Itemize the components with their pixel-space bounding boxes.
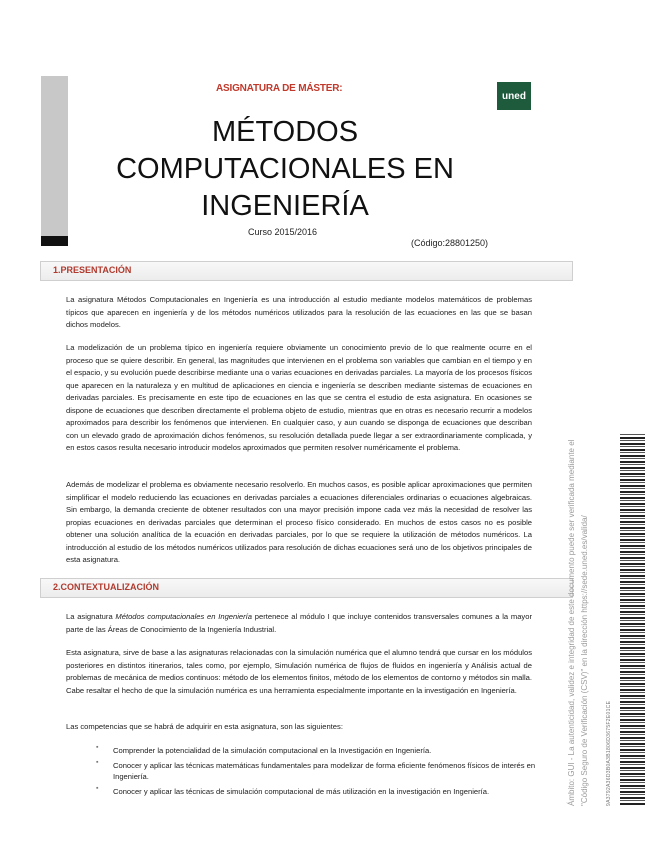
paragraph: Esta asignatura, sirve de base a las asignaturas relacionadas con la simulación numérica que el alumno tendrá que cursar en los módulos posteriores en distintos itinerarios, tales como, por ejemplo, Simulación numérica de flujos de fluidos en ingeniería y Análisis actual de problemas de mecánica de medios continuos: método de los elementos finitos, método de los elementos de contorno y métodos sin malla. Cabe resaltar el hecho de que la simulación numérica es una herramienta especialmente importante en la investigación en Ingeniería. — [66, 648, 533, 695]
paragraph: Las competencias que se habrá de adquirir en esta asignatura, son las siguientes: — [66, 722, 343, 731]
competencies-list — [96, 745, 536, 800]
title-line-2: COMPUTACIONALES EN — [116, 153, 454, 185]
paragraph-text: La asignatura — [66, 612, 116, 621]
bullet-icon: ▪ — [96, 758, 99, 766]
section-heading: 2.CONTEXTUALIZACIÓN — [53, 582, 160, 592]
list-item: ▪ Comprender la potencialidad de la simulación computacional en la Investigación en Ingeniería. — [96, 744, 432, 755]
section-heading: 1.PRESENTACIÓN — [53, 265, 132, 275]
verification-note: Ámbito: GUI - La autenticidad, validez e integridad de este documento puede ser verificada mediante el "Código Seguro de Verificación (CSV)" en la dirección https://sede.uned.es/valida/ — [567, 439, 589, 806]
paragraph-text: pertenece al módulo I que incluye contenidos transversales comunes a la mayor parte de las Áreas de Conocimiento de la Ingeniería Industrial. — [66, 612, 532, 634]
course-code: (Código:28801250) — [411, 238, 489, 248]
bullet-icon: ▪ — [96, 744, 99, 751]
paragraph: La modelización de un problema típico en ingeniería requiere obviamente un conocimiento previo de lo que realmente ocurre en el proceso que se quiere describir. En general, las magnitudes que intervienen en el problema son variables que cambian en el tiempo y en el espacio, y su evolución puede describirse mediante una o varias ecuaciones en derivadas parciales. La mayoría de los procesos físicos que aparecen en la naturaleza y en multitud de aplicaciones en ciencia e ingeniería se describen mediante sistemas de ecuaciones en derivadas parciales. Es precisamente en este tipo de ecuaciones en las que se centra el estudio de esta asignatura. En ocasiones se dispone de ecuaciones que describen directamente el problema objeto de estudio, mientras que en otras es necesario recurrir a modelos aproximados para describir los fenómenos que intervienen. En cualquier caso, y aun cuando se disponga de ecuaciones que describan con un elevado grado de aproximación dichos fenómenos, su resolución detallada puede llegar a ser extraordinariamente complicada, y en estos casos resulta necesario introducir modelos aproximados que permiten resolver numéricamente el problema. — [66, 343, 532, 452]
sidebar-accent-bar — [41, 76, 68, 241]
section-header-contextualizacion — [40, 578, 573, 598]
subject-type-label: ASIGNATURA DE MÁSTER: — [216, 83, 343, 94]
title-line-1: MÉTODOS — [211, 116, 359, 148]
paragraph — [66, 611, 532, 636]
list-item: ▪ Conocer y aplicar las técnicas matemáticas fundamentales para modelizar de forma eficiente fenómenos físicos de interés en Ingeniería. — [96, 758, 536, 781]
uned-logo: uned — [497, 82, 531, 110]
course-year: Curso 2015/2016 — [248, 227, 318, 237]
barcode-number: 9A3792A36D3B0A3B1806D3675F2E01CE — [606, 700, 612, 806]
title-line-3: INGENIERÍA — [201, 190, 369, 222]
bullet-icon: ▪ — [96, 784, 99, 792]
paragraph: La asignatura Métodos Computacionales en Ingeniería es una introducción al estudio mediante modelos matemáticos de problemas típicos que aparecen en ingeniería y de los métodos numéricos utilizados para la resolución de las ecuaciones en las que se basan dichos modelos. — [66, 295, 532, 329]
section-header-presentacion — [40, 261, 573, 281]
barcode — [620, 434, 645, 806]
sidebar-accent-bar-dark — [41, 236, 68, 246]
list-item: ▪ Conocer y aplicar las técnicas de simulación computacional de más utilización en la investigación en Ingeniería. — [96, 784, 490, 796]
paragraph: Además de modelizar el problema es obviamente necesario resolverlo. En muchos casos, es posible aplicar aproximaciones que permiten simplificar el modelo reduciendo las ecuaciones en derivadas parciales a ecuaciones diferenciales ordinarias o ecuaciones algebraicas. Sin embargo, la demanda creciente de obtener resultados con una mayor precisión impone cada vez más la necesidad de resolver las propias ecuaciones en derivadas parciales que determinan el proceso físico considerado. En muchos de estos casos no es posible obtener una solución analítica de la ecuación en derivadas parciales, por lo que se requiere la utilización de métodos numéricos. La introducción al estudio de los métodos numéricos utilizados para resolución de dichas ecuaciones será uno de los objetivos principales de esta asignatura. — [66, 480, 532, 564]
course-name-italic: Métodos computacionales en Ingeniería — [115, 612, 253, 621]
page-title — [80, 114, 490, 225]
